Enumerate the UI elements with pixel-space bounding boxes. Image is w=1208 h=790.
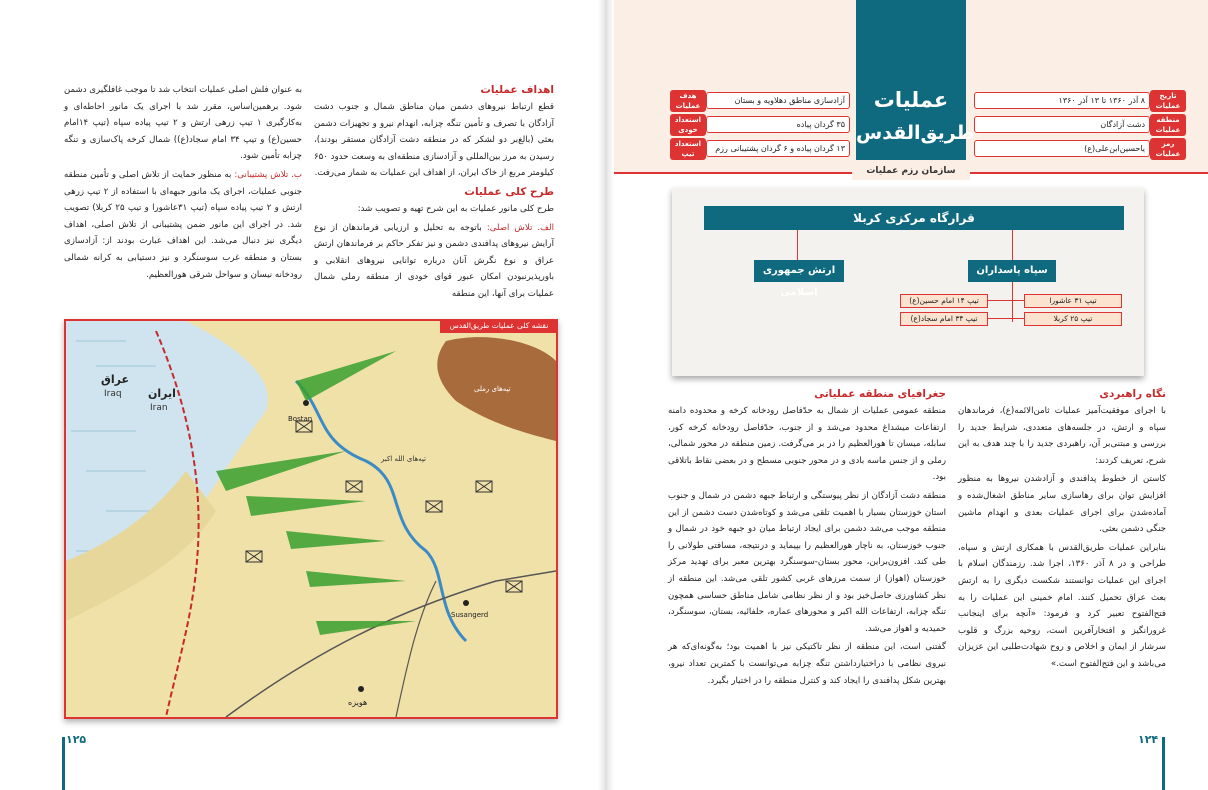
info-value-brigade: ۱۳ گردان پیاده و ۶ گردان پشتیبانی رزم	[706, 140, 850, 157]
footer-bar-left	[62, 737, 65, 790]
map-label-bostan: Bostan	[288, 415, 313, 423]
plan-support-effort-label: ب. تلاش پشتیبانی:	[234, 169, 302, 180]
strategic-view-p1: با اجرای موفقیت‌آمیز عملیات ثامن‌الائمه(ع)، فرماندهان سپاه و ارتش، در جلسه‌های متعددی، شرایط جدید را بررسی و مبتنی‌بر آن، راهبردی جدید را با چند هدف به این شرح، تعریف کردند:	[958, 406, 1166, 466]
city-dot-hoveyzeh	[358, 686, 364, 692]
info-label-goal: هدف عملیات	[670, 90, 706, 112]
page-number-left: ۱۲۵	[66, 733, 87, 746]
info-value-date: ۸ آذر ۱۳۶۰ تا ۱۳ آذر ۱۳۶۰	[974, 92, 1150, 109]
org-connector-brigades	[1012, 282, 1013, 322]
footer-bar-right	[1162, 737, 1165, 790]
map-label-susangerd: Susangerd	[451, 611, 489, 619]
plan-main-effort	[314, 220, 554, 303]
map-label-hoveyzeh: هویزه	[348, 698, 368, 707]
city-dot-susangerd	[463, 600, 469, 606]
org-brigade-imam-sajjad: تیپ ۳۴ امام سجاد(ع)	[900, 312, 988, 326]
plan-continued-column	[64, 82, 302, 285]
org-brigade-imam-hossein: تیپ ۱۴ امام حسین(ع)	[900, 294, 988, 308]
map-caption-tag: نقشه کلی عملیات طریق‌القدس	[440, 319, 558, 333]
operation-title-line2: طریق‌القدس	[856, 122, 975, 144]
info-label-force: استعداد خودی	[670, 114, 706, 136]
map-label-iran-fa: ایران	[148, 387, 176, 400]
plan-main-effort-text: باتوجه به تحلیل و ارزیابی فرماندهان از نوع آرایش نیروهای پدافندی دشمن و نیز تفکر حاکم بر فرماندهان ارتش عراق و نوع نگرش آنان درباره توانایی نیروهای انقلابی و باورپذیرنبودن امکان عبور قوای خودی از منطقه رملی شمال عملیات برای آنها، این منطقه	[314, 222, 554, 299]
info-label-region: منطقه عملیات	[1150, 114, 1186, 136]
geography-p2: منطقه دشت آزادگان از نظر پیوستگی و ارتباط جبهه دشمن در شمال و جنوب استان خوزستان بسیار با اهمیت تلقی می‌شد و کوتاه‌شدن دست دشمن از این منطقه موجب می‌شد دشمن برای ایجاد ارتباط میان دو جبهه خود در شمال و جنوب خوزستان، به ناچار هورالعظیم را بپیماید و درنتیجه، مسافتی طولانی را طی کند. افزون‌براین، محور بستان-سوسنگرد بهترین معبر برای تهدید مرکز خوزستان (اهواز) از سمت مرزهای غربی کشور تلقی می‌شد. این منطقه از نظر کشاورزی حاصل‌خیز بود و از نظر نظامی شامل مناطق حساسی همچون تنگه چزابه، ارتفاعات الله اکبر و محورهای عماره، حلفائیه، بستان، سوسنگرد، حمیدیه و اهواز می‌شد.	[668, 490, 946, 634]
map-label-sand-hills: تپه‌های رملی	[474, 385, 511, 393]
strategic-view-p3: بنابراین عملیات طریق‌القدس با همکاری ارتش و سپاه، طراحی و در ۸ آذر ۱۳۶۰، اجرا شد. رزمندگان اسلام با اجرای این عملیات توانستند شکست دیگری را به ارتش بعث عراق تحمیل کنند. امام خمینی این عملیات را به فتح‌الفتوح تعبیر کرد و فرمود: «آنچه برای اینجانب غرورانگیز و افتخارآفرین است، روحیه بزرگ و قلوب سرشار از ایمان و اخلاص و روح شهادت‌طلبی این عزیزان می‌باشد و این فتح‌الفتوح است.»	[958, 542, 1166, 669]
geography-p1: منطقه عمومی عملیات از شمال به حدّفاصل رودخانه کرخه و محدوده دامنه ارتفاعات میشداغ محدود می‌شد و از جنوب، حدّفاصل رودخانه کرخه کور، سابله، میسان تا هورالعظیم را در بر می‌گرفت. زمین منطقه در محور شمالی، رملی و از جنس ماسه بادی و در محور جنوبی مسطح و در بعضی نقاط باتلاقی بود.	[668, 406, 946, 483]
org-subtitle: سازمان رزم عملیات	[852, 162, 970, 180]
org-brigade-karbala: تیپ ۲۵ کربلا	[1024, 312, 1122, 326]
org-connector-army	[797, 230, 798, 262]
strategic-view-title: نگاه راهبردی	[1099, 388, 1166, 400]
plan-main-effort-label: الف. تلاش اصلی:	[486, 222, 554, 233]
goals-p1: قطع ارتباط نیروهای دشمن میان مناطق شمال و جنوب دشت آزادگان با تصرف و تأمین تنگه چزابه، انهدام نیرو و تجهیزات دشمن بعثی (بالغ‌بر دو لشکر که در منطقه دشت آزادگان مستقر بودند)، رسیدن به مرز بین‌المللی و آزادسازی منطقه‌ای به وسعت حدود ۶۵۰ کیلومتر مربع از خاک ایران، از اهداف این عملیات به شمار می‌رفت.	[314, 102, 554, 179]
org-connector-row2	[988, 318, 1024, 319]
goals-column	[314, 82, 554, 305]
city-dot-bostan	[303, 400, 309, 406]
map-label-allahakbar: تپه‌های الله اکبر	[381, 455, 426, 463]
org-connector-row1	[988, 300, 1024, 301]
plan-intro: طرح کلی مانور عملیات به این شرح تهیه و تصویب شد:	[357, 203, 554, 214]
info-value-goal: آزادسازی مناطق دهلاویه و بستان	[706, 92, 850, 109]
info-value-code: یاحسین‌ابن‌علی(ع)	[974, 140, 1150, 157]
geography-column	[668, 386, 946, 691]
info-label-brigade: استعداد تیپ	[670, 138, 706, 160]
geography-title: جغرافیای منطقه عملیاتی	[814, 388, 946, 400]
goals-title: اهداف عملیات	[480, 84, 554, 96]
info-value-force: ۳۵ گردان پیاده	[706, 116, 850, 133]
operation-title-line1: عملیات	[873, 88, 949, 112]
info-label-code: رمز عملیات	[1150, 138, 1186, 160]
plan-title: طرح کلی عملیات	[464, 185, 554, 198]
org-unit-irgc: سپاه پاسداران	[968, 260, 1056, 282]
geography-p3: گفتنی است، این منطقه از نظر تاکتیکی نیز با اهمیت بود؛ به‌گونه‌ای‌که هر نیروی نظامی با دراختیارداشتن تنگه چزابه می‌توانست با کمترین تعداد نیرو، بهترین شکل پدافندی را ایجاد کند و کنترل منطقه را در اختیار بگیرد.	[668, 642, 946, 686]
plan-continued-p1: به عنوان فلش اصلی عملیات انتخاب شد تا موجب غافلگیری دشمن شود. برهمین‌اساس، مقرر شد با اجرای یک مانور احاطه‌ای و به‌کارگیری ۱ تیپ زرهی ارتش و ۲ تیپ پیاده سپاه (تیپ ۱۴امام حسین(ع) و تیپ ۳۴ امام سجاد(ع)) شمال کرخه پاک‌سازی و تنگه چزابه تأمین شود.	[64, 85, 302, 162]
plan-support-effort-text: به منظور حمایت از تلاش اصلی و تأمین منطقه جنوبی عملیات، اجرای یک مانور جبهه‌ای با استفاده از ۲ تیپ زرهی ارتش و ۲ تیپ پیاده سپاه (تیپ ۳۱عاشورا و تیپ ۲۵ کربلا) تصویب شد. در اجرای این مانور ضمن پشتیبانی از تلاش اصلی، اهداف دیگری نیز دنبال می‌شد. این اهداف عبارت بودند از: آزادسازی بستان و منطقه غرب سوسنگرد و نیز دستیابی به کرانه شمالی رودخانه نیسان و سواحل شرقی هورالعظیم.	[64, 169, 302, 280]
book-spine	[598, 0, 614, 790]
map-label-iraq-en: Iraq	[104, 389, 122, 399]
strategic-view-p2: کاستن از خطوط پدافندی و آزادشدن نیروها به منظور افزایش توان برای رهاسازی سایر مناطق اشغال‌شده و آماده‌شدن برای اجرای عملیات بعدی و انهدام ماشین جنگی دشمن بعثی.	[958, 474, 1166, 535]
map-label-iran-en: Iran	[150, 403, 168, 413]
org-unit-army: ارتش جمهوری اسلامی	[754, 260, 844, 282]
org-hq-box: قرارگاه مرکزی کربلا	[704, 206, 1124, 230]
operation-map	[64, 319, 558, 719]
strategic-view-column	[958, 386, 1166, 675]
page-number-right: ۱۲۴	[1138, 733, 1159, 746]
plan-support-effort	[64, 167, 302, 283]
org-connector-irgc	[1012, 230, 1013, 262]
operation-title-box	[856, 0, 975, 160]
info-value-region: دشت آزادگان	[974, 116, 1150, 133]
info-label-date: تاریخ عملیات	[1150, 90, 1186, 112]
map-label-iraq-fa: عراق	[101, 373, 129, 386]
map-svg	[66, 321, 556, 717]
org-brigade-ashura: تیپ ۳۱ عاشورا	[1024, 294, 1122, 308]
